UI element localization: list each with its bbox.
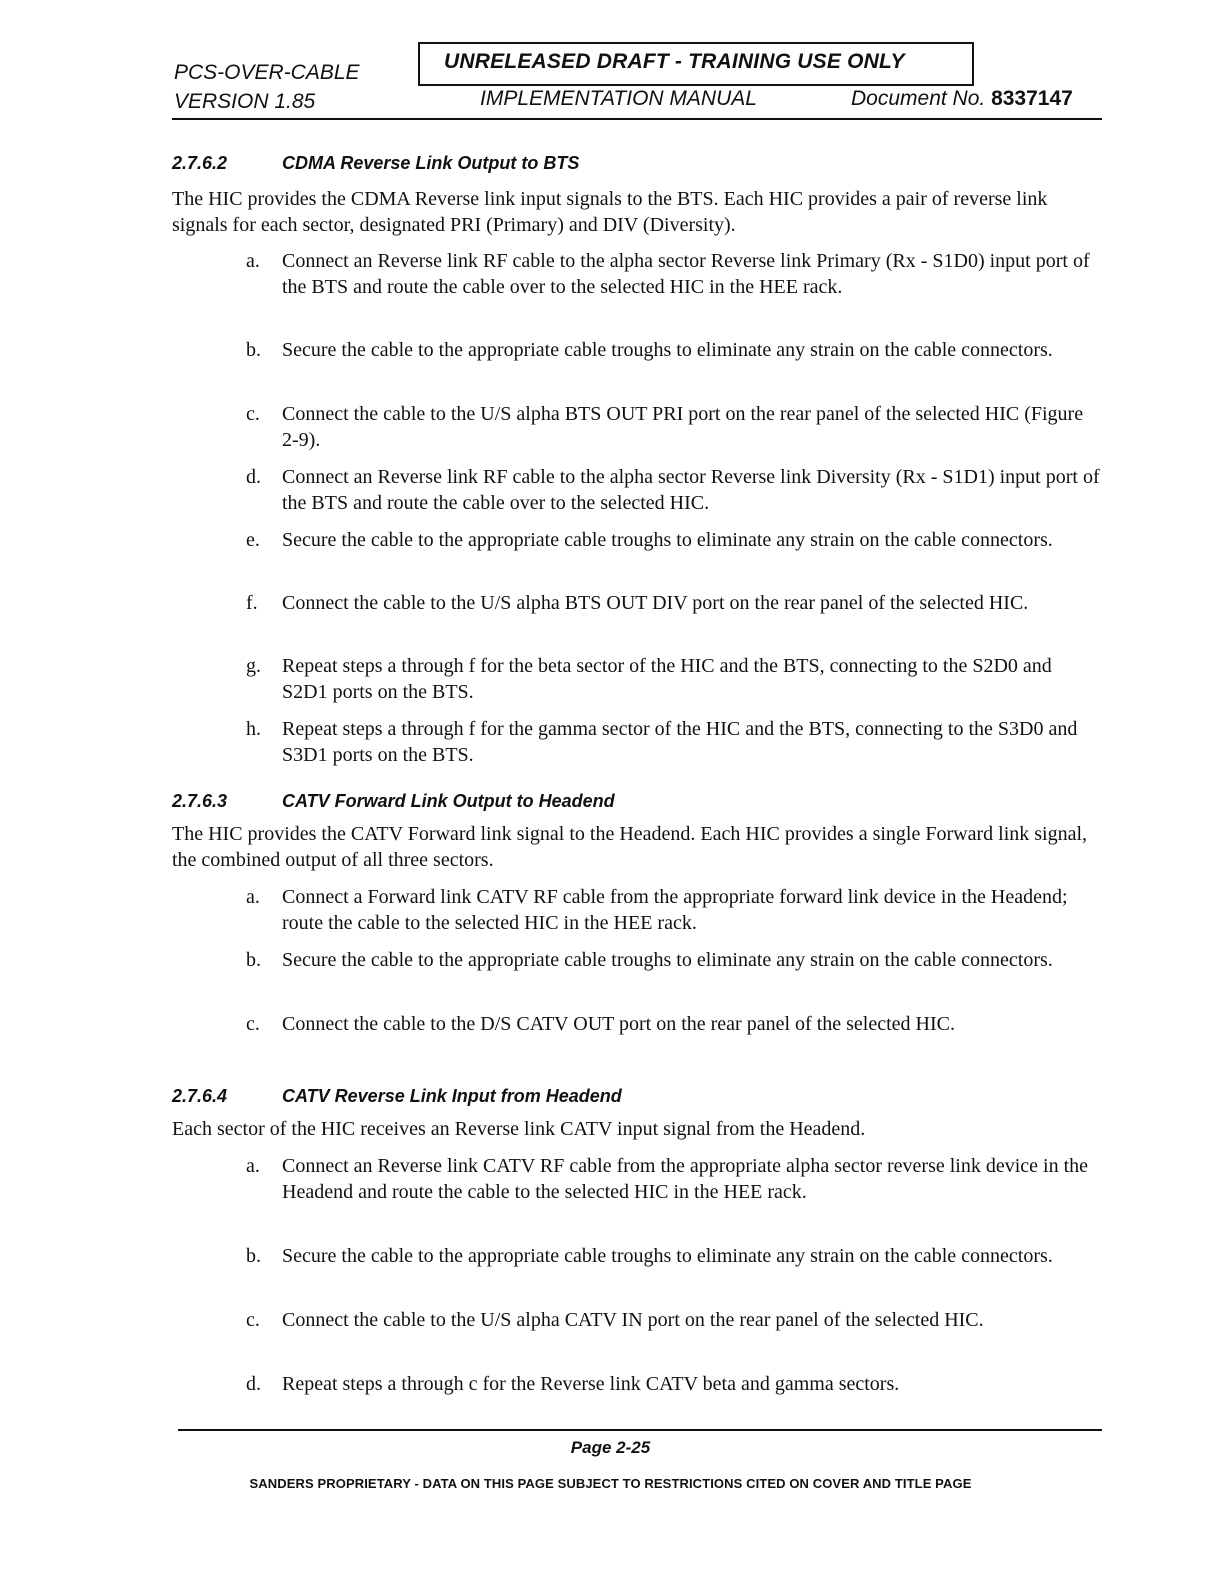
list-item-letter: c. bbox=[246, 403, 260, 425]
list-item-letter: b. bbox=[246, 949, 261, 971]
list-item-letter: a. bbox=[246, 886, 260, 908]
list-item-letter: a. bbox=[246, 250, 260, 272]
section-heading bbox=[172, 153, 579, 174]
document-number bbox=[851, 87, 1073, 111]
header-left bbox=[174, 58, 360, 116]
list-item-letter: g. bbox=[246, 655, 261, 677]
section-intro: Each sector of the HIC receives an Reverse link CATV input signal from the Headend. bbox=[172, 1118, 866, 1140]
list-item-text: Connect an Reverse link CATV RF cable from the appropriate alpha sector reverse link device in the Headend and route the cable to the selected HIC in the HEE rack. bbox=[282, 1155, 1089, 1203]
section-intro: The HIC provides the CATV Forward link signal to the Headend. Each HIC provides a single Forward link signal, the combined output of all three sectors. bbox=[172, 823, 1088, 871]
list-item-letter: d. bbox=[246, 1373, 261, 1395]
section-title: CATV Reverse Link Input from Headend bbox=[282, 1086, 622, 1106]
section-intro: The HIC provides the CDMA Reverse link input signals to the BTS. Each HIC provides a pair of reverse link signals for each sector, designated PRI (Primary) and DIV (Diversity). bbox=[172, 188, 1048, 236]
section-number: 2.7.6.2 bbox=[172, 153, 228, 173]
section-heading bbox=[172, 1086, 622, 1107]
list-item-text: Secure the cable to the appropriate cable troughs to eliminate any strain on the cable connectors. bbox=[282, 339, 1053, 361]
list-item-letter: b. bbox=[246, 1245, 261, 1267]
section-title: CATV Forward Link Output to Headend bbox=[282, 791, 615, 811]
page-number: Page 2-25 bbox=[570, 1438, 651, 1457]
section-title: CDMA Reverse Link Output to BTS bbox=[282, 153, 580, 173]
footer-rule bbox=[178, 1429, 1102, 1431]
draft-notice: UNRELEASED DRAFT - TRAINING USE ONLY bbox=[444, 50, 905, 73]
version-label: VERSION 1.85 bbox=[174, 90, 316, 113]
list-item-text: Connect an Reverse link RF cable to the alpha sector Reverse link Diversity (Rx - S1D1) input port of the BTS and route the cable over to the selected HIC. bbox=[282, 466, 1100, 514]
list-item-text: Secure the cable to the appropriate cable troughs to eliminate any strain on the cable connectors. bbox=[282, 529, 1053, 551]
list-item-text: Connect the cable to the D/S CATV OUT port on the rear panel of the selected HIC. bbox=[282, 1013, 955, 1035]
list-item-text: Repeat steps a through f for the beta sector of the HIC and the BTS, connecting to the S2D0 and S2D1 ports on the BTS. bbox=[282, 655, 1052, 703]
section-number: 2.7.6.4 bbox=[172, 1086, 228, 1106]
list-item-text: Secure the cable to the appropriate cable troughs to eliminate any strain on the cable connectors. bbox=[282, 1245, 1053, 1267]
list-item-text: Connect an Reverse link RF cable to the alpha sector Reverse link Primary (Rx - S1D0) input port of the BTS and route the cable over to the selected HIC in the HEE rack. bbox=[282, 250, 1090, 298]
list-item-text: Connect the cable to the U/S alpha BTS OUT DIV port on the rear panel of the selected HIC. bbox=[282, 592, 1029, 614]
document-number-label: Document No. bbox=[851, 87, 986, 110]
list-item-text: Connect a Forward link CATV RF cable from the appropriate forward link device in the Headend; route the cable to the selected HIC in the HEE rack. bbox=[282, 886, 1068, 934]
list-item-letter: c. bbox=[246, 1309, 260, 1331]
manual-title: IMPLEMENTATION MANUAL bbox=[480, 87, 757, 110]
list-item-letter: f. bbox=[246, 592, 258, 614]
list-item-text: Secure the cable to the appropriate cable troughs to eliminate any strain on the cable connectors. bbox=[282, 949, 1053, 971]
header-rule bbox=[172, 118, 1102, 120]
list-item-text: Repeat steps a through c for the Reverse link CATV beta and gamma sectors. bbox=[282, 1373, 900, 1395]
list-item-letter: c. bbox=[246, 1013, 260, 1035]
list-item-letter: a. bbox=[246, 1155, 260, 1177]
list-item-text: Connect the cable to the U/S alpha CATV IN port on the rear panel of the selected HIC. bbox=[282, 1309, 984, 1331]
proprietary-notice: SANDERS PROPRIETARY - DATA ON THIS PAGE SUBJECT TO RESTRICTIONS CITED ON COVER AND TITLE PAGE bbox=[249, 1476, 972, 1491]
list-item-letter: h. bbox=[246, 718, 261, 740]
list-item-text: Connect the cable to the U/S alpha BTS OUT PRI port on the rear panel of the selected HIC (Figure 2-9). bbox=[282, 403, 1084, 451]
list-item-letter: b. bbox=[246, 339, 261, 361]
section-heading bbox=[172, 791, 615, 812]
section-number: 2.7.6.3 bbox=[172, 791, 228, 811]
product-name: PCS-OVER-CABLE bbox=[174, 61, 360, 84]
document-number-value: 8337147 bbox=[991, 87, 1073, 110]
list-item-letter: e. bbox=[246, 529, 260, 551]
list-item-letter: d. bbox=[246, 466, 261, 488]
list-item-text: Repeat steps a through f for the gamma sector of the HIC and the BTS, connecting to the S3D0 and S3D1 ports on the BTS. bbox=[282, 718, 1078, 766]
